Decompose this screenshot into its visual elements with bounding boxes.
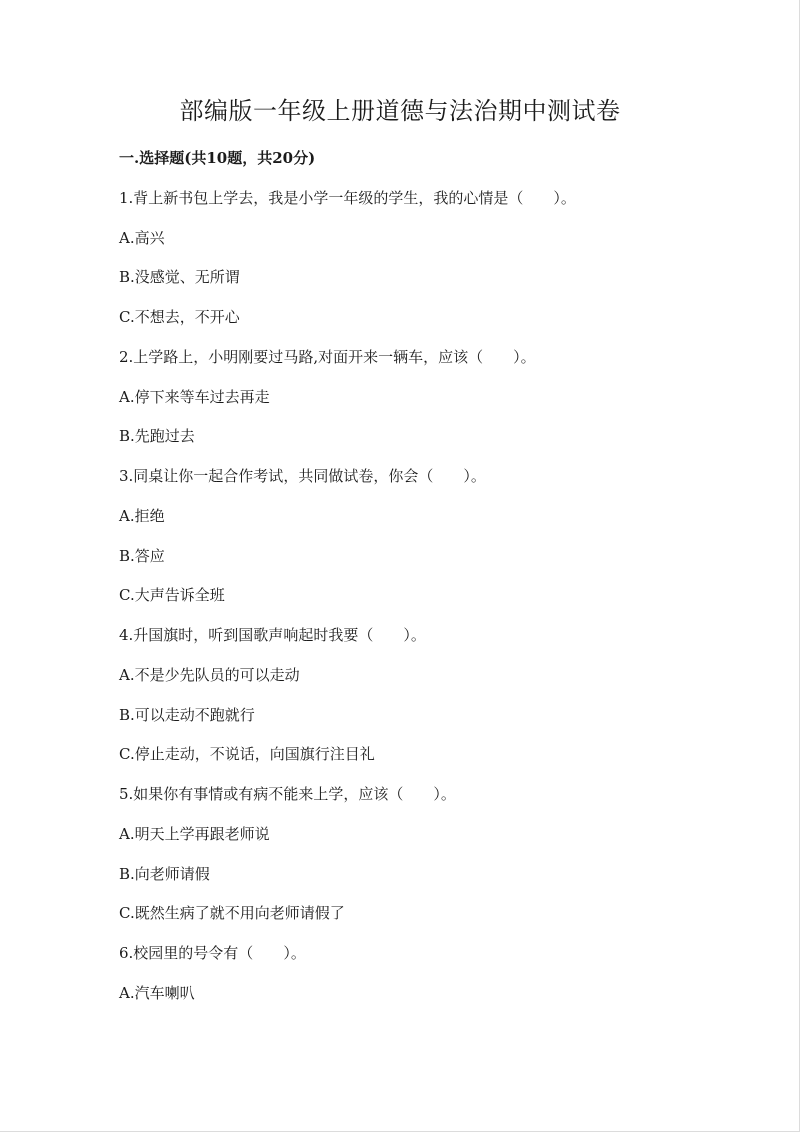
section-heading: 一.选择题(共10题，共20分) [119, 149, 316, 167]
option-3a: A.拒绝 [119, 507, 165, 525]
option-4a: A.不是少先队员的可以走动 [119, 666, 300, 684]
option-1c: C.不想去，不开心 [119, 308, 240, 326]
option-4c: C.停止走动，不说话，向国旗行注目礼 [119, 745, 375, 763]
option-3b: B.答应 [119, 547, 165, 565]
option-5c: C.既然生病了就不用向老师请假了 [119, 904, 345, 922]
option-5a: A.明天上学再跟老师说 [119, 825, 270, 843]
option-4b: B.可以走动不跑就行 [119, 706, 255, 724]
question-3: 3.同桌让你一起合作考试，共同做试卷，你会（ ）。 [119, 467, 486, 485]
option-1a: A.高兴 [119, 229, 165, 247]
option-6a: A.汽车喇叭 [119, 984, 195, 1002]
option-2a: A.停下来等车过去再走 [119, 388, 270, 406]
option-2b: B.先跑过去 [119, 427, 195, 445]
option-3c: C.大声告诉全班 [119, 586, 225, 604]
option-1b: B.没感觉、无所谓 [119, 268, 240, 286]
page-title: 部编版一年级上册道德与法治期中测试卷 [179, 97, 621, 125]
question-5: 5.如果你有事情或有病不能来上学，应该（ ）。 [119, 785, 456, 803]
question-6: 6.校园里的号令有（ ）。 [119, 944, 306, 962]
question-4: 4.升国旗时，听到国歌声响起时我要（ ）。 [119, 626, 426, 644]
option-5b: B.向老师请假 [119, 865, 210, 883]
question-1: 1.背上新书包上学去，我是小学一年级的学生，我的心情是（ ）。 [119, 189, 576, 207]
question-2: 2.上学路上，小明刚要过马路,对面开来一辆车，应该（ ）。 [119, 348, 536, 366]
